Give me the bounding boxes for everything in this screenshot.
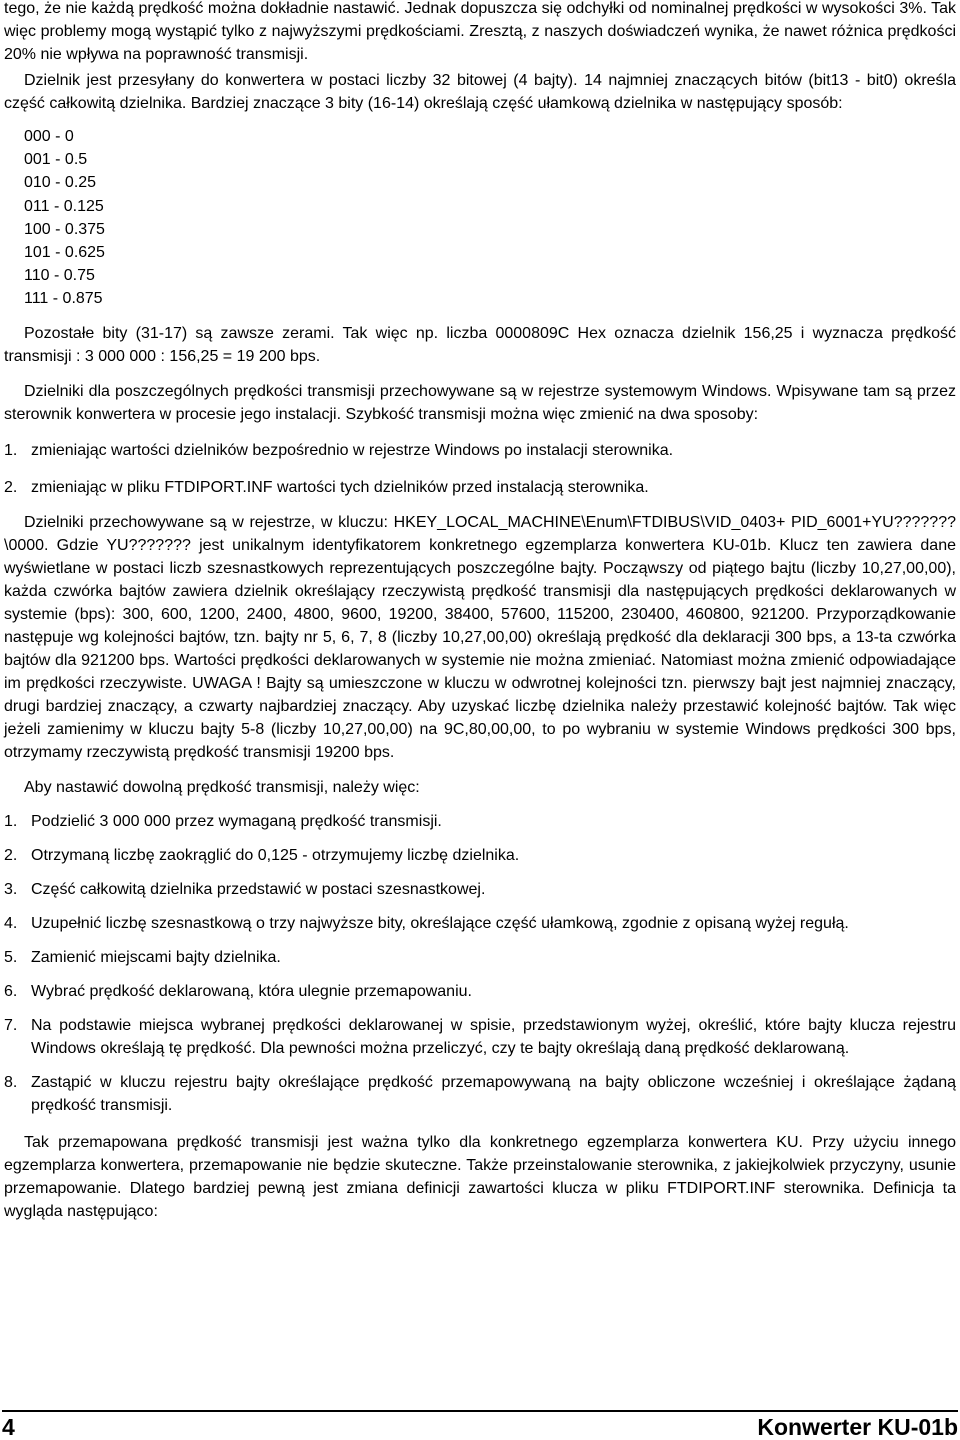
divisor-format-text: Dzielnik jest przesyłany do konwertera w postaci liczby 32 bitowej (4 bajty). [24, 72, 578, 89]
step-item-number: 3. [4, 880, 18, 898]
remaining-bits-paragraph: Pozostałe bity (31-17) są zawsze zerami. Tak więc np. liczba 0000809C Hex oznacza dzielnik 156,25 i wyznacza prędkość transmisji : 3 000 000 : 156,25 = 19 200 bps. [4, 324, 956, 365]
step-item-number: 8. [4, 1073, 18, 1091]
way-item-number: 2. [4, 478, 18, 496]
fraction-table-row: 000 - 0 [24, 128, 74, 145]
step-item [4, 844, 956, 867]
step-item-number: 1. [4, 812, 18, 830]
step-item [4, 1014, 956, 1060]
step-item [4, 878, 956, 901]
fraction-table-row: 010 - 0.25 [24, 174, 97, 192]
fraction-table-row: 101 - 0.625 [24, 244, 105, 262]
registry-info-paragraph: Dzielniki dla poszczególnych prędkości transmisji przechowywane są w rejestrze systemowym Windows. Wpisywane tam są przez sterownik konwertera w procesie jego instalacji. Szybkość transmisji można więc zmienić na dwa sposoby: [4, 382, 956, 423]
way-item-text: zmieniając w pliku FTDIPORT.INF wartości tych dzielników przed instalacją sterownika. [31, 478, 649, 496]
step-item-number: 6. [4, 982, 18, 1000]
final-paragraph: Tak przemapowana prędkość transmisji jest ważna tylko dla konkretnego egzemplarza konwertera KU. Przy użyciu innego egzemplarza konwertera, przemapowanie nie będzie skuteczne. Także przeinstalowanie sterownika, z jakiejkolwiek przyczyny, usunie przemapowanie. Dlatego bardziej pewną jest zmiana definicji zawartości klucza w pliku FTDIPORT.INF sterownika. Definicja ta wygląda następująco: [4, 1133, 956, 1220]
page-number: 4 [2, 1414, 15, 1440]
step-item-text: Na podstawie miejsca wybranej prędkości deklarowanej w spisie, przedstawionym wyżej, określić, które bajty klucza rejestru Windows określają tę prędkość. Dla pewności można przeliczyć, czy te bajty określają daną prędkość deklarowaną. [31, 1016, 956, 1057]
ways-list [4, 439, 956, 499]
registry-key-paragraph: Dzielniki przechowywane są w rejestrze, w kluczu: HKEY_LOCAL_MACHINE\Enum\FTDIBUS\VID_0403+ PID_6001+YU???????\0000. Gdzie YU??????? jest unikalnym identyfikatorem konkretnego egzemplarza konwertera KU-01b. Klucz ten zawiera dane wyświetlane w postaci liczb szesnastkowych reprezentujących poszczególne bajty. Począwszy od piątego bajtu (liczby 10,27,00,00), każda czwórka bajtów zawiera dzielnik określający rzeczywistą prędkość transmisji dla następujących prędkości deklarowanych w systemie (bps): 300, 600, 1200, 2400, 4800, 9600, 19200, 38400, 57600, 115200, 230400, 460800, 921200. Przyporządkowanie następuje wg kolejności bajtów, tzn. bajty nr 5, 6, 7, 8 (liczby 10,27,00,00) określają prędkość dla deklaracji 300 bps, a 13-ta czwórka bajtów dla 921200 bps. Wartości prędkości deklarowanych w systemie nie można zmieniać. Natomiast można zmienić odpowiadające im prędkości rzeczywiste. UWAGA ! Bajty są umieszczone w kluczu w odwrotnej kolejności tzn. pierwszy bajt jest najmniej znaczący, drugi bardziej znaczący, a czwarty najbardziej znaczący. Aby uzyskać liczbę dzielnika należy przestawić kolejność bajtów. Tak więc jeżeli zamienimy w kluczu bajty 5-8 (liczby 10,27,00,00) na 9C,80,00,00, to po wybraniu w systemie Windows prędkości 300 bps, otrzymamy rzeczywistą prędkość transmisji 19200 bps. [4, 513, 956, 761]
fraction-table-row: 011 - 0.125 [24, 197, 104, 215]
step-item-text: Zastąpić w kluczu rejestru bajty określające prędkość przemapowywaną na bajty obliczone wcześniej i określające żądaną prędkość transmisji. [31, 1073, 956, 1114]
step-item-text: Wybrać prędkość deklarowaną, która ulegnie przemapowaniu. [31, 982, 472, 1000]
fraction-table-row: 110 - 0.75 [24, 267, 95, 285]
way-item-text: zmieniając wartości dzielników bezpośrednio w rejestrze Windows po instalacji sterownika. [31, 441, 674, 459]
step-item-text: Uzupełnić liczbę szesnastkową o trzy najwyższe bity, określające część ułamkową, zgodnie z opisaną wyżej regułą. [31, 914, 849, 932]
step-item-text: Zamienić miejscami bajty dzielnika. [31, 948, 281, 966]
howto-intro-paragraph: Aby nastawić dowolną prędkość transmisji, należy więc: [24, 778, 420, 796]
product-name: Konwerter KU-01b [757, 1414, 958, 1440]
content-block [4, 69, 956, 1223]
step-item-number: 5. [4, 948, 18, 966]
divisor-paragraph [4, 69, 956, 115]
way-item [4, 439, 956, 462]
step-item-number: 7. [4, 1016, 18, 1034]
fraction-table [4, 125, 956, 311]
step-item [4, 1071, 956, 1117]
steps-list [4, 810, 956, 1117]
intro-paragraph: tego, że nie każdą prędkość można dokładnie nastawić. Jednak dopuszcza się odchyłki od nominalnej prędkości w wysokości 3%. Tak więc problemy mogą wystąpić tylko z najwyższymi prędkościami. Zresztą, z naszych doświadczeń wynika, że nawet różnica prędkości 20% nie wpływa na poprawność transmisji. [4, 0, 956, 63]
step-item-number: 2. [4, 846, 18, 864]
bits-description-text: 14 najmniej znaczących bitów (bit13 - bit0) określa część całkowitą dzielnika. Bardziej znaczące 3 bity (16-14) określają część ułamkową dzielnika w następujący sposób: [4, 72, 957, 112]
step-item-text: Podzielić 3 000 000 przez wymaganą prędkość transmisji. [31, 812, 442, 830]
step-item [4, 810, 956, 833]
step-item [4, 980, 956, 1003]
fraction-table-row: 001 - 0.5 [24, 151, 88, 169]
fraction-table-row: 111 - 0.875 [24, 290, 103, 308]
step-item-number: 4. [4, 914, 18, 932]
way-item [4, 476, 956, 499]
fraction-table-row: 100 - 0.375 [24, 220, 105, 238]
step-item [4, 946, 956, 969]
way-item-number: 1. [4, 441, 18, 459]
step-item-text: Część całkowitą dzielnika przedstawić w postaci szesnastkowej. [31, 880, 486, 898]
step-item-text: Otrzymaną liczbę zaokrąglić do 0,125 - otrzymujemy liczbę dzielnika. [31, 846, 520, 864]
page-footer [2, 1410, 958, 1440]
step-item [4, 912, 956, 935]
